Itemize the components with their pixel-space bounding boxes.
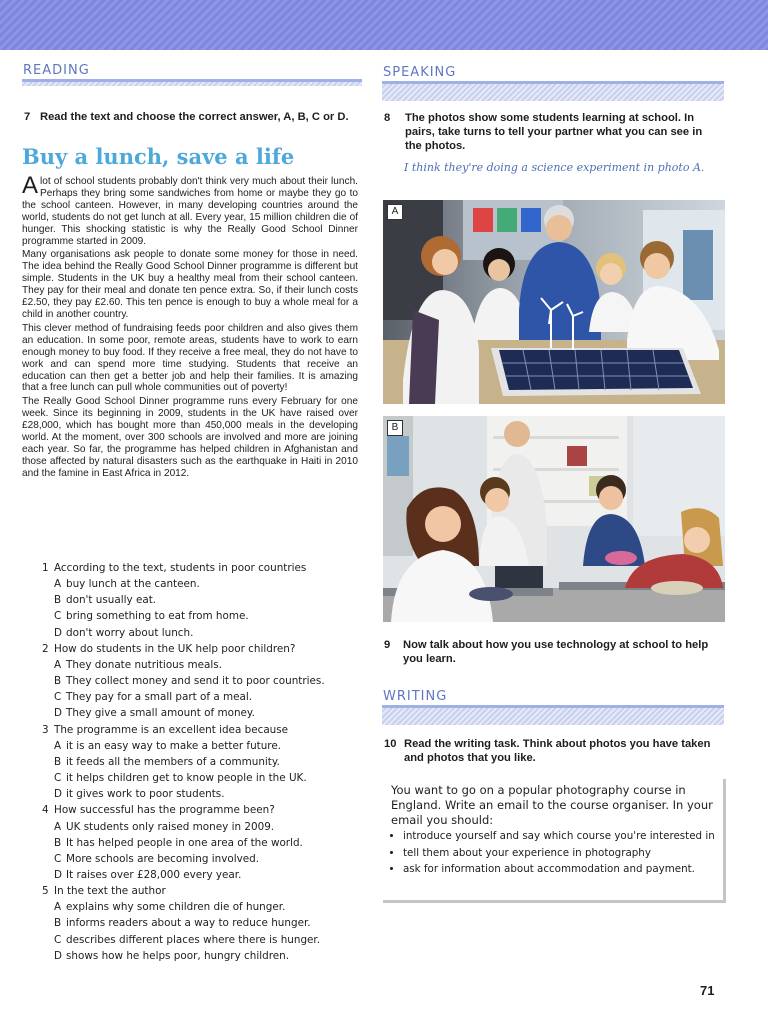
- option-letter: D: [54, 626, 63, 639]
- option-letter: A: [54, 901, 62, 914]
- question: [42, 802, 362, 818]
- answer-option[interactable]: [42, 770, 362, 786]
- question: [42, 722, 362, 738]
- option-letter: A: [54, 739, 62, 752]
- option-text: it feeds all the members of a community.: [66, 755, 280, 768]
- option-letter: A: [54, 820, 62, 833]
- instruction-text: Read the writing task. Think about photos you have taken and photos that you like.: [404, 738, 711, 764]
- question: [42, 883, 362, 899]
- writing-task: [391, 783, 719, 878]
- option-text: It raises over £28,000 every year.: [66, 868, 242, 881]
- question-text: According to the text, students in poor countries: [54, 562, 307, 574]
- option-letter: B: [54, 836, 62, 849]
- answer-option[interactable]: [42, 738, 362, 754]
- answer-option[interactable]: [42, 835, 362, 851]
- answer-option[interactable]: [42, 851, 362, 867]
- page-number: 71: [700, 983, 715, 998]
- option-letter: D: [54, 707, 63, 720]
- option-letter: C: [54, 852, 62, 865]
- photo-b-image: [383, 416, 725, 622]
- question-number: 1: [42, 562, 49, 574]
- task-bullet: • ask for information about accommodation and payment.: [403, 861, 719, 878]
- top-banner: [0, 0, 768, 50]
- answer-option[interactable]: [42, 657, 362, 673]
- section-heading-speaking: SPEAKING: [383, 65, 457, 80]
- option-text: They give a small amount of money.: [66, 707, 255, 720]
- option-letter: D: [54, 788, 63, 801]
- answer-option[interactable]: [42, 899, 362, 915]
- option-text: They collect money and send it to poor countries.: [66, 675, 325, 688]
- option-text: informs readers about a way to reduce hunger.: [66, 917, 311, 930]
- photo-a-label: A: [387, 204, 403, 220]
- option-letter: A: [54, 658, 62, 671]
- paragraph-text: lot of school students probably don't think very much about their lunch. Perhaps they bring some sandwiches from home or maybe they go to the school canteen. However, in many developing countries around the world, students do not get lunch at all. Every year, 15 million children die of hunger. This shocking statistic is why the Really Good School Dinner programme started in 2009.: [22, 176, 358, 247]
- answer-option[interactable]: [42, 673, 362, 689]
- exercise-number: 9: [384, 639, 391, 651]
- question-number: 3: [42, 723, 49, 736]
- option-text: it helps children get to know people in the UK.: [66, 772, 307, 785]
- question-number: 5: [42, 885, 49, 898]
- option-letter: D: [54, 868, 63, 881]
- photo-a-image: [383, 200, 725, 404]
- handwritten-example: I think they're doing a science experiment in photo A.: [404, 161, 705, 174]
- task-bullet-list: [391, 828, 719, 878]
- exercise-number: 8: [384, 112, 391, 124]
- answer-option[interactable]: [42, 608, 362, 624]
- option-text: explains why some children die of hunger.: [66, 901, 286, 914]
- option-letter: C: [54, 772, 62, 785]
- option-text: They pay for a small part of a meal.: [66, 691, 253, 704]
- section-rule-reading: [22, 79, 362, 86]
- answer-option[interactable]: [42, 754, 362, 770]
- section-rule-writing: [382, 705, 724, 725]
- photo-a: [383, 200, 725, 404]
- answer-option[interactable]: [42, 948, 362, 964]
- option-letter: B: [54, 594, 62, 607]
- question-text: How successful has the programme been?: [54, 804, 275, 817]
- task-bullet: • introduce yourself and say which course you're interested in: [403, 828, 719, 845]
- article-paragraph: This clever method of fundraising feeds poor children and also gives them an education. In some poor, remote areas, students have to work to earn enough money to buy food. If they receive a free meal, they do not have to work and can spend more time studying. Students that receive an education can then get a better job and help their families. It is amazing that a free lunch can pull whole communities out of poverty!: [22, 322, 358, 394]
- option-letter: B: [54, 755, 62, 768]
- option-text: They donate nutritious meals.: [66, 658, 222, 671]
- option-text: More schools are becoming involved.: [66, 852, 260, 865]
- article-paragraph: [22, 172, 358, 247]
- option-text: it gives work to poor students.: [66, 788, 225, 801]
- option-text: shows how he helps poor, hungry children.: [66, 949, 290, 962]
- option-text: don't usually eat.: [66, 594, 157, 607]
- section-rule-speaking: [382, 81, 724, 101]
- question: [42, 560, 362, 576]
- exercise-number: 7: [24, 111, 31, 123]
- answer-option[interactable]: [42, 592, 362, 608]
- question-list: [42, 560, 362, 964]
- article-paragraph: The Really Good School Dinner programme runs every February for one week. Since its beginning in 2009, students in the UK have raised over £28,000, which has bought more than 450,000 meals in the developing world. At the moment, over 300 schools are involved and more are joining each year. So far, the programme has helped children in Afghanistan and those affected by natural disasters such as the earthquake in Haiti in 2010 and the famine in East Africa in 2012.: [22, 396, 358, 479]
- question-text: How do students in the UK help poor children?: [54, 642, 296, 655]
- option-text: don't worry about lunch.: [66, 626, 194, 639]
- option-letter: A: [54, 578, 62, 591]
- answer-option[interactable]: [42, 819, 362, 835]
- answer-option[interactable]: [42, 932, 362, 948]
- option-text: it is an easy way to make a better future.: [66, 739, 282, 752]
- instruction-text: Now talk about how you use technology at school to help you learn.: [403, 639, 709, 665]
- option-text: buy lunch at the canteen.: [66, 578, 200, 591]
- section-heading-writing: WRITING: [383, 689, 448, 704]
- task-intro: You want to go on a popular photography course in England. Write an email to the course organiser. In your email you should:: [391, 783, 713, 827]
- question-number: 2: [42, 642, 49, 655]
- option-text: bring something to eat from home.: [66, 610, 249, 623]
- answer-option[interactable]: [42, 705, 362, 721]
- answer-option[interactable]: [42, 625, 362, 641]
- question-text: The programme is an excellent idea because: [54, 723, 289, 736]
- answer-option[interactable]: [42, 689, 362, 705]
- article-title: Buy a lunch, save a life: [22, 144, 295, 169]
- writing-task-box: [383, 779, 726, 903]
- option-letter: B: [54, 675, 62, 688]
- option-letter: B: [54, 917, 62, 930]
- drop-cap: A: [22, 172, 39, 199]
- exercise-number: 10: [384, 738, 397, 750]
- option-letter: D: [54, 949, 63, 962]
- photo-b-label: B: [387, 420, 403, 436]
- option-letter: C: [54, 610, 62, 623]
- task-bullet: • tell them about your experience in photography: [403, 845, 719, 862]
- option-letter: C: [54, 691, 62, 704]
- option-text: It has helped people in one area of the world.: [66, 836, 303, 849]
- article-paragraph: Many organisations ask people to donate some money for those in need. The idea behind the Really Good School Dinner programme is different but simple. Students in the UK buy a healthy meal from their school canteen. They pay for their meal and donate ten pence extra. So, if their lunch costs £2.50, they pay £2.60. This ten pence is enough to buy a whole meal for a child in another country.: [22, 249, 358, 320]
- instruction-text: The photos show some students learning at school. In pairs, take turns to tell your partner what you can see in the photos.: [405, 112, 703, 152]
- question: [42, 641, 362, 657]
- section-heading-reading: READING: [23, 63, 90, 78]
- answer-option[interactable]: [42, 915, 362, 931]
- article-body: [22, 172, 358, 482]
- photo-b: [383, 416, 725, 622]
- option-letter: C: [54, 933, 62, 946]
- answer-option[interactable]: [42, 576, 362, 592]
- answer-option[interactable]: [42, 786, 362, 802]
- option-text: describes different places where there is hunger.: [66, 933, 321, 946]
- option-text: UK students only raised money in 2009.: [66, 820, 275, 833]
- question-number: 4: [42, 804, 49, 817]
- instruction-text: Read the text and choose the correct answer, A, B, C or D.: [40, 111, 349, 123]
- answer-option[interactable]: [42, 867, 362, 883]
- question-text: In the text the author: [54, 885, 166, 898]
